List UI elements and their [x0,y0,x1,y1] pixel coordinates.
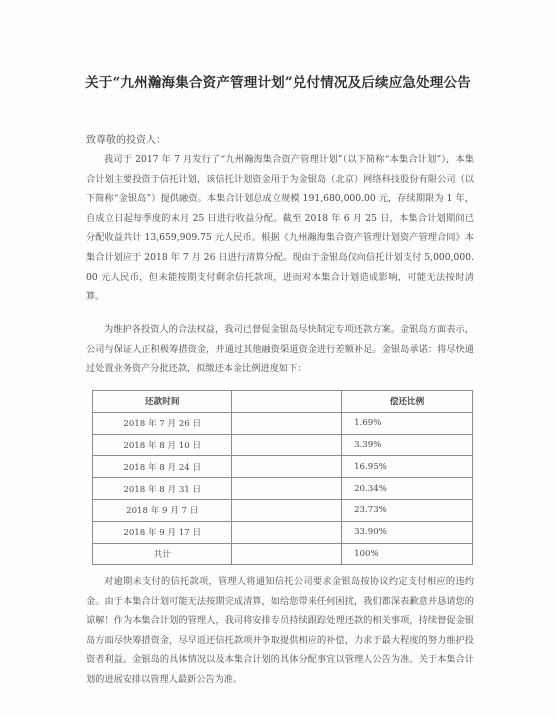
header-blank [232,391,342,413]
row-spacer [232,478,342,500]
row-date: 2018 年 7 月 26 日 [93,412,232,434]
table-row [93,478,473,500]
row-ratio: 33.90% [342,521,473,543]
announcement-title: 关于“九州瀚海集合资产管理计划”兑付情况及后续应急处理公告 [85,75,471,91]
row-date: 2018 年 9 月 17 日 [93,521,232,543]
row-ratio: 16.95% [342,456,473,478]
salutation: 致尊敬的投资人： [86,135,166,146]
row-ratio: 3.39% [342,434,473,456]
total-ratio: 100% [342,543,473,565]
header-repayment-date: 还款时间 [93,391,232,413]
row-spacer [232,412,342,434]
row-date: 2018 年 9 月 7 日 [93,499,232,521]
row-spacer [232,456,342,478]
paragraph-background: 我司于 2017 年 7 月发行了“九州瀚海集合资产管理计划”（以下简称“本集合计划”），本集合计划主要投资于信托计划，该信托计划资金用于为金银岛（北京）网络科技股份有限公司（以下简称“金银岛”）提供融资。本集合计划总成立规模 191,680,000.00 元，存续期限为 1 年，自成立日起每季度的末月 25 日进行收益分配。截至 2018 年 6 月 25 日，本集合计划期间已分配收益共计 13,659,909.75 元人民币。根据《九州瀚海集合资产管理计划资产管理合同》本集合计划应于 2018 年 7 月 26 日进行清算分配。现由于金银岛仅向信托计划支付 5,000,000.00 元人民币，但未能按期支付剩余信托款项，进而对本集合计划造成影响，可能无法按时清算。 [86,154,474,303]
total-label: 共计 [93,543,232,565]
row-ratio: 20.34% [342,478,473,500]
table-row [93,412,473,434]
row-spacer [232,499,342,521]
row-spacer [232,434,342,456]
table-header-row [93,391,473,413]
header-repayment-ratio: 偿还比例 [342,391,473,413]
table-row [93,434,473,456]
row-date: 2018 年 8 月 10 日 [93,434,232,456]
table-total-row [93,543,473,565]
row-ratio: 1.69% [342,412,473,434]
paragraph-follow-up: 对逾期未支付的信托款项，管理人将通知信托公司要求金银岛按协议约定支付相应的违约金。由于本集合计划可能无法按期完成清算，如给您带来任何困扰，我们都深表歉意并恳请您的谅解！作为本集合计划的管理人，我司将安排专员持续跟踪处理还款的相关事项，持续督促金银岛方面尽快筹措资金，尽早返还信托款项并争取提供相应的补偿，力求于最大程度的努力维护投资者利益。金银岛的具体情况以及本集合计划的具体分配事宜以管理人公告为准。关于本集合计划的进展安排以管理人最新公告为准。 [86,576,474,685]
row-spacer [232,521,342,543]
table-row [93,521,473,543]
row-date: 2018 年 8 月 31 日 [93,478,232,500]
paragraph-repayment-plan: 为维护各投资人的合法权益，我司已督促金银岛尽快制定专项还款方案。金银岛方面表示，公司与保证人正积极筹措资金，并通过其他融资渠道资金进行差额补足。金银岛承诺：将尽快通过处置业务资产分批还款，拟缴还本金比例进度如下： [86,324,474,375]
row-date: 2018 年 8 月 24 日 [93,456,232,478]
row-ratio: 23.73% [342,499,473,521]
repayment-schedule-table [92,390,473,565]
table-row [93,456,473,478]
row-spacer [232,543,342,565]
table-row [93,499,473,521]
